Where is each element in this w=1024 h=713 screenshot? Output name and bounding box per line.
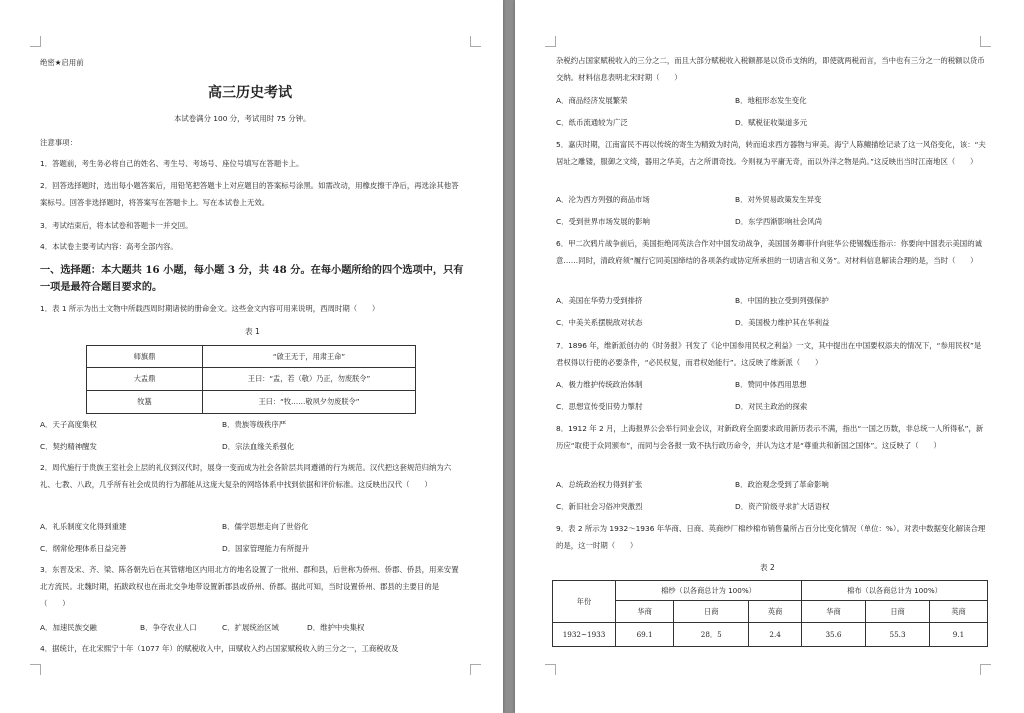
question-5-stem: 5．嘉庆时期，江南富民不再以传统的寄生为精致为时尚，转而追求西方器物与审美。海宁人陈鳣描绘记录了这一风俗变化，该：“夫居址之雕镂，服御之文绮，器用之华美，古之所谓奇技。今则视为平庸无奇，而以外洋之物是尚。”这反映出当时江南地区（ ）: [556, 140, 986, 166]
exam-subtitle: 本试卷满分 100 分，考试用时 75 分钟。: [174, 114, 311, 123]
notes-heading: 注意事项：: [40, 138, 77, 147]
option: A．加速民族交融: [40, 623, 97, 632]
option: C．纲常伦理体系日益完善: [40, 544, 127, 553]
table-cell: “啟王无于，用肃王命”: [203, 346, 416, 368]
option: C．中美关系摆脱敌对状态: [556, 318, 643, 327]
table-cell: 2.4: [749, 623, 802, 647]
crop-mark: [30, 36, 41, 47]
table-row: [87, 368, 416, 391]
table-2-caption: 表 2: [760, 563, 775, 572]
table-cell: 师旗鼎: [87, 346, 203, 368]
table-group-header: 棉纱（以各商总计为 100%）: [616, 581, 802, 601]
table-subheader: 日商: [674, 601, 749, 623]
table-1-caption: 表 1: [245, 327, 260, 336]
table-group-header: 棉布（以各商总计为 100%）: [801, 581, 987, 601]
crop-mark: [470, 664, 481, 675]
crop-mark: [30, 664, 41, 675]
option: C．扩展统治区域: [222, 623, 279, 632]
table-2: [552, 580, 988, 647]
document-page-left: [0, 0, 503, 713]
table-header-row: [553, 581, 988, 601]
option: A．美国在华势力受到排挤: [556, 296, 643, 305]
option: D．美国极力维护其在华利益: [735, 318, 830, 327]
option: D．东学西渐影响社会风尚: [735, 217, 822, 226]
table-subheader: 英商: [930, 601, 988, 623]
option: C．契约精神醒发: [40, 442, 97, 451]
question-8-stem: 8．1912 年 2 月，上海报界公会举行同业会议，对新政府全面要求政用新历表示不满，指出“一国之历数，非总统一人所得私”，新历应“取使于众同颁布”，而同与会各报一致不执行政历命令，并认为这才是“尊重共和新国之国体”。这反映了（ ）: [556, 424, 984, 450]
option: A．商品经济发展繁荣: [556, 96, 628, 105]
question-3-stem: 3．东晋及宋、齐、梁、陈各朝先后在其管辖地区内用北方的地名设置了一批州、郡和县，后世称为侨州、侨郡、侨县，用来安置北方流民。北魏时期，拓跋政权也在南北交争地带设置新郡县或侨州、侨郡。据此可知，当时设置侨州、郡县的主要目的是（ ）: [40, 565, 459, 608]
option: D．宗法血缘关系强化: [222, 442, 295, 451]
table-cell: 牧簋: [87, 391, 203, 414]
crop-mark: [545, 36, 556, 47]
table-cell: 55.3: [866, 623, 930, 647]
table-subheader: 日商: [866, 601, 930, 623]
table-subheader: 华商: [801, 601, 865, 623]
table-subheader: 华商: [616, 601, 674, 623]
table-row: [87, 346, 416, 368]
note-item: 2．回答选择题时，选出每小题答案后，用铅笔把答题卡上对应题目的答案标号涂黑。如需改动，用橡皮擦干净后，再选涂其他答案标号。回答非选择题时，将答案写在答题卡上。写在本试卷上无效。: [40, 181, 459, 207]
option: D．维护中央集权: [307, 623, 365, 632]
table-subheader-row: [553, 601, 988, 623]
question-4-continued: 杂税约占国家赋税收入的三分之二，而且大部分赋税收入税额都是以货币支纳的，即使就两税而言，当中也有三分之一的税额以货币交纳。材料信息表明北宋时期（ ）: [556, 56, 985, 82]
option: B．对外贸易政策发生异变: [735, 195, 822, 204]
option: C．受到世界市场发展的影响: [556, 217, 650, 226]
crop-mark: [545, 664, 556, 675]
table-cell: 大盂鼎: [87, 368, 203, 391]
crop-mark: [980, 664, 991, 675]
table-subheader: 英商: [749, 601, 802, 623]
document-title: 高三历史考试: [208, 85, 292, 101]
option: A．极力维护传统政治体制: [556, 380, 643, 389]
option: B．儒学思想走向了世俗化: [222, 522, 309, 531]
option: B．政治观念受到了革命影响: [735, 480, 829, 489]
option: D．对民主政治的探索: [735, 402, 808, 411]
option: B．赞同中体西用思想: [735, 380, 807, 389]
option: D．资产阶级寻求扩大话语权: [735, 502, 830, 511]
option: B．争夺农业人口: [140, 623, 197, 632]
table-header-year: 年份: [553, 581, 616, 623]
document-page-right: [515, 0, 1024, 713]
note-item: 3．考试结束后，将本试卷和答题卡一并交回。: [40, 221, 193, 230]
table-cell: 王曰：“牧……敬夙夕勿废朕令”: [203, 391, 416, 414]
table-row: [553, 623, 988, 647]
option: C．新旧社会习俗冲突激烈: [556, 502, 643, 511]
section-heading: 一、选择题：本大题共 16 小题，每小题 3 分，共 48 分。在每小题所给的四个选项中，只有一项是最符合题目要求的。: [40, 264, 464, 293]
table-cell: 王曰：“盂，若（敬）乃正，勿废朕令”: [203, 368, 416, 391]
note-item: 4．本试卷主要考试内容：高考全部内容。: [40, 242, 178, 251]
table-1: [86, 345, 416, 414]
table-cell: 69.1: [616, 623, 674, 647]
table-cell: 28．5: [674, 623, 749, 647]
question-1-stem: 1．表 1 所示为出土文物中所载西周时期诸侯的册命金文。这些金文内容可用来说明，西周时期（ ）: [40, 304, 380, 313]
option: B．中国的独立受到列强保护: [735, 296, 829, 305]
option: A．总统政治权力得到扩张: [556, 480, 643, 489]
question-9-stem: 9．表 2 所示为 1932～1936 年华商、日商、英商纱厂棉纱棉布销售量所占百分比变化情况（单位：%）。对表中数据变化解读合理的是，这一时期（ ）: [556, 524, 986, 550]
note-item: 1．答题前，考生务必将自己的姓名、考生号、考场号、座位号填写在答题卡上。: [40, 159, 304, 168]
table-row: [87, 391, 416, 414]
crop-mark: [980, 36, 991, 47]
table-cell-year: 1932~1933: [553, 623, 616, 647]
option: A．天子高度集权: [40, 420, 97, 429]
option: C．思想宣传受旧势力掣肘: [556, 402, 643, 411]
table-cell: 35.6: [801, 623, 865, 647]
option: D．赋税征收渠道多元: [735, 118, 808, 127]
question-2-stem: 2．周代施行于贵族王室社会上层的礼仪到汉代时，展身一变而成为社会各阶层共同遵循的行为规范。汉代把这套规范归纳为六礼、七教、八政，几乎所有社会成员的行为都能从这庞大复杂的网络体系中找到依据和评价标准。这反映出汉代（ ）: [40, 463, 452, 489]
crop-mark: [470, 36, 481, 47]
option: C．纸币流通较为广泛: [556, 118, 628, 127]
question-7-stem: 7．1896 年，维新派创办的《时务报》刊发了《论中国参用民权之利益》一文，其中提出在中国要权添夫的情况下，“参用民权”是君权得以行使的必要条件，“必民权复，而君权始能行”。这反映了维新派（ ）: [556, 341, 982, 367]
secret-label: 绝密★启用前: [40, 58, 84, 67]
option: B．地租形态发生变化: [735, 96, 807, 105]
question-4-stem: 4．据统计，在北宋熙宁十年（1077 年）的赋税收入中，田赋收入约占国家赋税收入的三分之一，工商税收及: [40, 644, 399, 653]
option: A．礼乐制度文化得到重建: [40, 522, 127, 531]
option: A．沦为西方列强的商品市场: [556, 195, 650, 204]
option: D．国家管理能力有所提升: [222, 544, 309, 553]
question-6-stem: 6．甲二次鸦片战争前后，美国拒绝同英法合作对中国发动战争，美国国务卿菲什向驻华公使锡魏连指示：你要向中国表示美国的诚意……同时，清政府须“履行它同美国缔结的各项条约或协定所承担的一切诸言和义务”。对材料信息解读合理的是，当时（ ）: [556, 239, 982, 265]
option: B．贵族等级秩序严: [222, 420, 287, 429]
table-cell: 9.1: [930, 623, 988, 647]
